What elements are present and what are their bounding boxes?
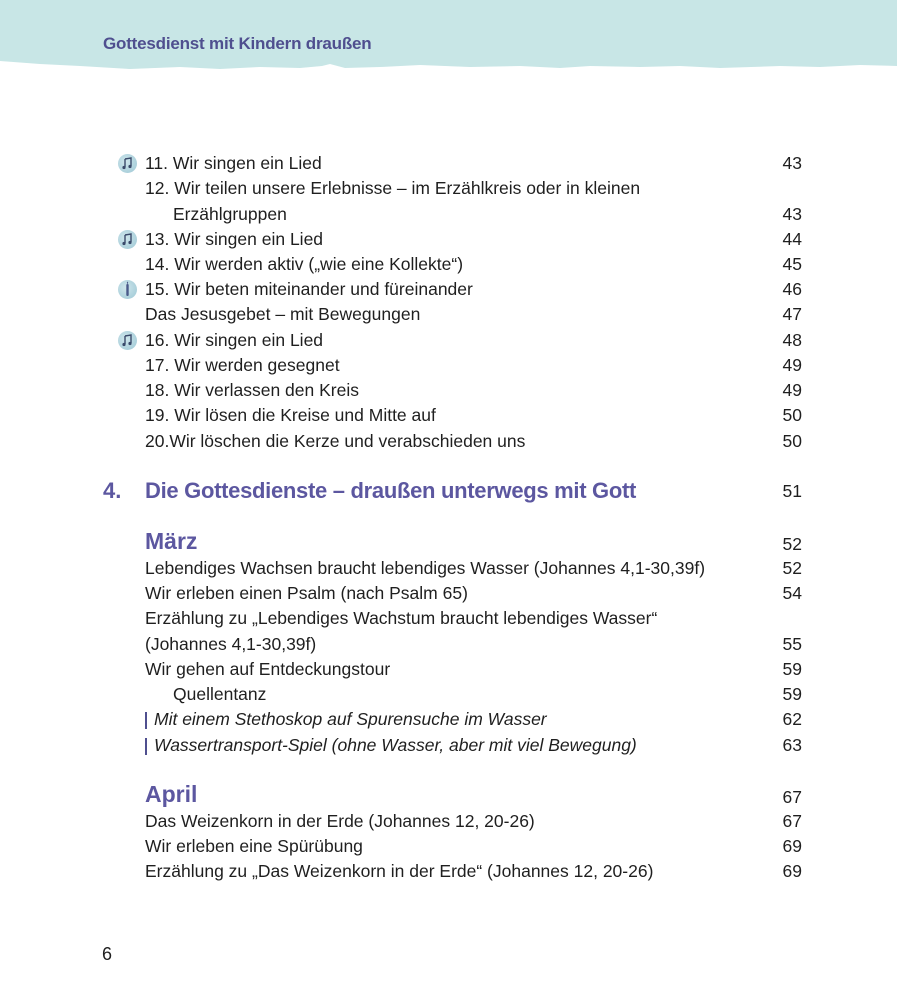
- music-note-icon: [118, 154, 137, 173]
- page-number: 43: [782, 204, 802, 224]
- entry-title: Wir löschen die Kerze und verabschieden uns: [169, 431, 526, 451]
- entry-number: 20.: [145, 431, 170, 451]
- entry-number: 19.: [145, 405, 170, 425]
- entry-title: Quellentanz: [173, 684, 267, 704]
- page-number: 67: [782, 787, 802, 807]
- entry-title: Wir beten miteinander und füreinander: [174, 279, 473, 299]
- page-number: 50: [782, 431, 802, 451]
- toc-entry[interactable]: [0, 353, 897, 378]
- candle-icon: [118, 280, 137, 299]
- entry-title: Erzählung zu „Das Weizenkorn in der Erde“ (Johannes 12, 20-26): [145, 861, 654, 881]
- folio-page-number: 6: [102, 944, 113, 964]
- chapter-heading[interactable]: [0, 476, 897, 506]
- toc-entry[interactable]: [0, 302, 897, 327]
- toc-entry[interactable]: [0, 328, 897, 353]
- entry-title: Das Jesusgebet – mit Bewegungen: [145, 304, 421, 324]
- page-number: 48: [782, 330, 802, 350]
- running-head: Gottesdienst mit Kindern draußen: [103, 34, 372, 53]
- toc-entry[interactable]: [0, 252, 897, 277]
- entry-title: Lebendiges Wachsen braucht lebendiges Wasser (Johannes 4,1-30,39f): [145, 558, 706, 578]
- page-number: 49: [782, 355, 802, 375]
- entry-title: Erzählgruppen: [173, 204, 287, 224]
- page-number: 45: [782, 254, 802, 274]
- activity-marker: [145, 738, 147, 755]
- page-number: 43: [782, 153, 802, 173]
- page-number: 46: [782, 279, 802, 299]
- page-number: 44: [782, 229, 802, 249]
- entry-title: Wir teilen unsere Erlebnisse – im Erzählkreis oder in kleinen: [174, 178, 641, 198]
- entry-number: 12.: [145, 178, 170, 198]
- toc-activity-entry[interactable]: [0, 707, 897, 732]
- toc-activity-entry[interactable]: [0, 733, 897, 758]
- toc-entry[interactable]: [0, 227, 897, 252]
- page-number: 50: [782, 405, 802, 425]
- entry-title: Wir werden aktiv („wie eine Kollekte“): [174, 254, 464, 274]
- entry-title: Wir erleben eine Spürübung: [145, 836, 363, 856]
- entry-title: Wassertransport-Spiel (ohne Wasser, aber mit viel Bewegung): [154, 735, 637, 755]
- page-number: 67: [782, 811, 802, 831]
- month-heading-maerz[interactable]: [0, 527, 897, 555]
- toc-entry[interactable]: [0, 581, 897, 606]
- page-number: 52: [782, 534, 802, 554]
- month-heading-april[interactable]: [0, 780, 897, 808]
- entry-number: 14.: [145, 254, 170, 274]
- page-number: 51: [782, 481, 802, 501]
- page-number: 54: [782, 583, 802, 603]
- page-number: 69: [782, 836, 802, 856]
- page-number: 55: [782, 634, 802, 654]
- toc-entry[interactable]: [0, 657, 897, 682]
- entry-title: (Johannes 4,1-30,39f): [145, 634, 317, 654]
- toc-entry[interactable]: [0, 809, 897, 834]
- toc-entry[interactable]: [0, 151, 897, 176]
- toc-entry[interactable]: [0, 556, 897, 581]
- entry-title: Wir singen ein Lied: [174, 229, 324, 249]
- toc-entry[interactable]: [0, 176, 897, 201]
- entry-title: Wir verlassen den Kreis: [174, 380, 359, 400]
- entry-title: Wir lösen die Kreise und Mitte auf: [174, 405, 436, 425]
- entry-title: Das Weizenkorn in der Erde (Johannes 12, 20-26): [145, 811, 535, 831]
- activity-marker: [145, 712, 147, 729]
- page-number: 63: [782, 735, 802, 755]
- chapter-number: 4.: [103, 478, 122, 503]
- toc-entry[interactable]: [0, 378, 897, 403]
- entry-number: 18.: [145, 380, 170, 400]
- entry-title: Mit einem Stethoskop auf Spurensuche im Wasser: [154, 709, 547, 729]
- entry-number: 16.: [145, 330, 170, 350]
- music-note-icon: [118, 230, 137, 249]
- entry-number: 13.: [145, 229, 170, 249]
- toc-entry[interactable]: [0, 859, 897, 884]
- toc-entry[interactable]: [0, 403, 897, 428]
- entry-number: 15.: [145, 279, 170, 299]
- month-title: April: [145, 781, 198, 807]
- toc-entry-continuation[interactable]: [0, 202, 897, 227]
- page-number: 69: [782, 861, 802, 881]
- toc-entry[interactable]: [0, 834, 897, 859]
- entry-title: Wir gehen auf Entdeckungstour: [145, 659, 391, 679]
- toc-entry[interactable]: [0, 277, 897, 302]
- page-number: 52: [782, 558, 802, 578]
- page-number: 59: [782, 684, 802, 704]
- entry-number: 11.: [145, 153, 169, 173]
- page-number: 47: [782, 304, 802, 324]
- chapter-title: Die Gottesdienste – draußen unterwegs mit Gott: [145, 478, 637, 503]
- month-title: März: [145, 528, 198, 554]
- toc-entry[interactable]: [0, 606, 897, 631]
- music-note-icon: [118, 331, 137, 350]
- entry-title: Wir singen ein Lied: [172, 153, 322, 173]
- entry-title: Wir singen ein Lied: [174, 330, 324, 350]
- entry-title: Wir werden gesegnet: [174, 355, 340, 375]
- toc-entry-continuation[interactable]: [0, 632, 897, 657]
- page-number: 62: [782, 709, 802, 729]
- page-number: 59: [782, 659, 802, 679]
- page-number: 49: [782, 380, 802, 400]
- toc-entry[interactable]: [0, 429, 897, 454]
- toc-subentry[interactable]: [0, 682, 897, 707]
- entry-title: Erzählung zu „Lebendiges Wachstum braucht lebendiges Wasser“: [145, 608, 658, 628]
- entry-title: Wir erleben einen Psalm (nach Psalm 65): [145, 583, 468, 603]
- entry-number: 17.: [145, 355, 170, 375]
